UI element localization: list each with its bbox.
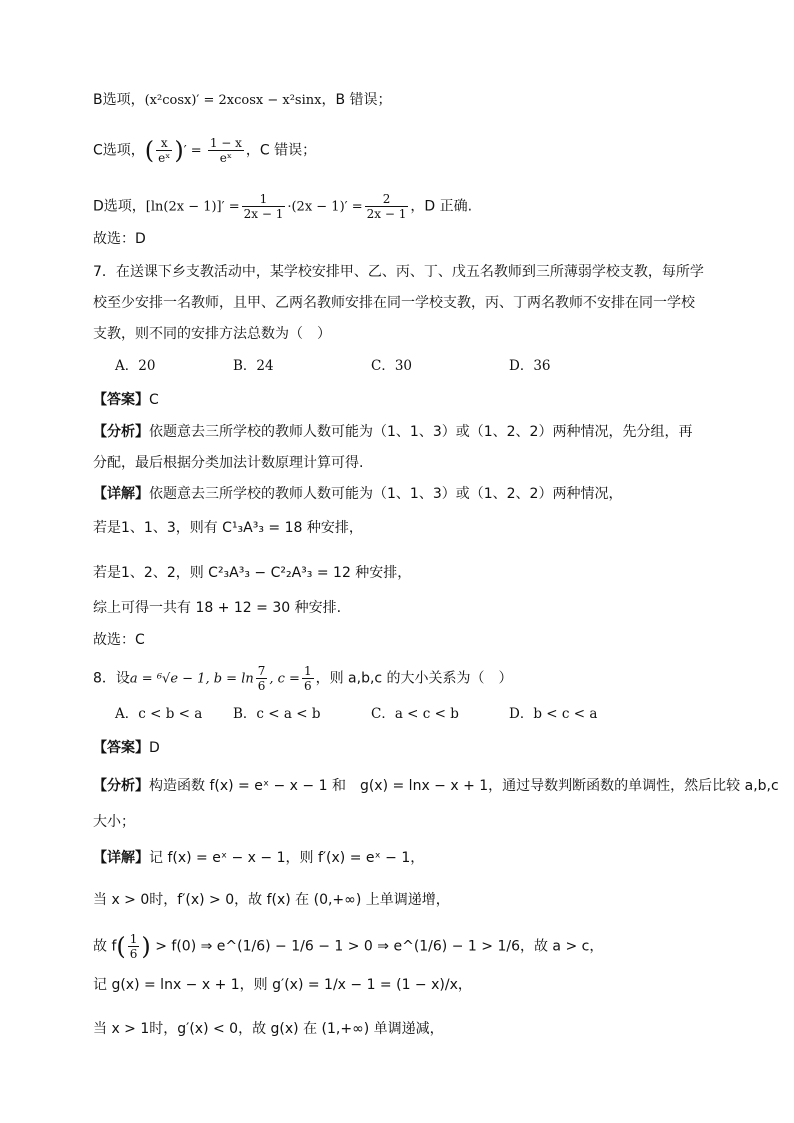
q7-answer-value: C: [149, 392, 159, 408]
q8-choice-d: D．b < c < a: [509, 706, 598, 722]
q7-detail-line-1: 【详解】依题意去三所学校的教师人数可能为（1、1、3）或（1、2、2）两种情况，: [93, 486, 623, 502]
answer-6: 故选：D: [93, 231, 146, 247]
option-d-fraction-2: $\frac{2}{2x - 1}$: [366, 192, 407, 221]
q8-choice-a: A．c < b < a: [115, 706, 203, 722]
option-b-expression: (x²cosx)′ = 2xcosx − x²sinx: [144, 93, 322, 108]
q7-choice-a: A．20: [115, 358, 156, 374]
q8-detail-line-4: 记 g(x) = lnx − x + 1，则 g′(x) = 1/x − 1 = (1 − x)/x，: [93, 977, 472, 993]
q8-analysis-line-2: 大小；: [93, 814, 135, 830]
q8-detail-line-5: 当 x > 1时，g′(x) < 0，故 g(x) 在 (1,+∞) 单调递减，: [93, 1021, 444, 1037]
q8-analysis-line-1: 【分析】构造函数 f(x) = eˣ − x − 1 和 g(x) = lnx − x + 1，通过导数判断函数的单调性，然后比较 a,b,c: [93, 778, 779, 794]
q7-analysis-line-2: 分配，最后根据分类加法计数原理计算可得.: [93, 455, 364, 471]
q7-case-1: 若是1、1、3，则有 C¹₃A³₃ = 18 种安排，: [93, 520, 363, 536]
q7-case-2: 若是1、2、2，则 C²₃A³₃ − C²₂A³₃ = 12 种安排，: [93, 565, 412, 581]
q8-detail-line-2: 当 x > 0时，f′(x) > 0，故 f(x) 在 (0,+∞) 上单调递增，: [93, 892, 450, 908]
question-7-line-1: 7．在送课下乡支教活动中，某学校安排甲、乙、丙、丁、戊五名教师到三所薄弱学校支教，每所学: [93, 264, 704, 280]
option-d-line: D选项，[ln(2x − 1)]′ = $\frac{1}{2x - 1}$ ·(2x − 1)′ = $\frac{2}{2x - 1}$ ，D 正确.: [93, 192, 473, 221]
question-7-line-3: 支教，则不同的安排方法总数为（ ）: [93, 326, 331, 342]
q8-choice-c: C．a < c < b: [371, 706, 459, 722]
q8-detail-line-1: 【详解】记 f(x) = eˣ − x − 1，则 f′(x) = eˣ − 1，: [93, 850, 425, 866]
q8-answer: 【答案】D: [93, 740, 160, 756]
q7-answer: [93, 390, 159, 410]
option-b-line: [93, 90, 392, 111]
answer-7: 故选：C: [93, 632, 145, 648]
option-d-verdict: ，D 正确.: [410, 198, 473, 215]
q7-answer-tag: 【答案】: [93, 392, 149, 408]
option-c-result-fraction: $\frac{1 - x}{\text{eˣ}}$: [209, 136, 242, 165]
question-8-line: 8．设a = ⁶√e − 1, b = ln $\frac{7}{6}$ , c = $\frac{1}{6}$ ，则 a,b,c 的大小关系为（ ）: [93, 664, 513, 693]
option-b-verdict: ，B 错误；: [321, 92, 392, 108]
option-b-label: B选项，: [93, 92, 145, 108]
option-c-verdict: ，C 错误；: [245, 142, 317, 159]
option-c-fraction: $\frac{x}{\text{eˣ}}$: [158, 136, 171, 165]
q7-choice-d: D．36: [509, 358, 551, 374]
q8-choice-b: B．c < a < b: [233, 706, 321, 722]
question-7-line-2: 校至少安排一名教师，且甲、乙两名教师安排在同一学校支教，丙、丁两名教师不安排在同一学校: [93, 295, 695, 311]
q7-analysis-line-1: 【分析】依题意去三所学校的教师人数可能为（1、1、3）或（1、2、2）两种情况，先分组，再: [93, 424, 693, 440]
option-d-label: D选项，: [93, 198, 146, 215]
q7-summary: 综上可得一共有 18 + 12 = 30 种安排.: [93, 600, 342, 616]
option-c-label: C选项，: [93, 142, 145, 159]
q7-choice-b: B．24: [233, 358, 274, 374]
option-d-fraction-1: $\frac{1}{2x - 1}$: [243, 192, 284, 221]
q7-choice-c: C．30: [371, 358, 413, 374]
q8-detail-line-3: 故 f( $\frac{1}{6}$ ) > f(0) ⇒ e^(1/6) − 1/6 − 1 > 0 ⇒ e^(1/6) − 1 > 1/6，故 a > c，: [93, 932, 604, 961]
option-c-line: C选项，( $\frac{x}{\text{eˣ}}$ )′ = $\frac{1 - x}{\text{eˣ}}$ ，C 错误；: [93, 136, 317, 165]
